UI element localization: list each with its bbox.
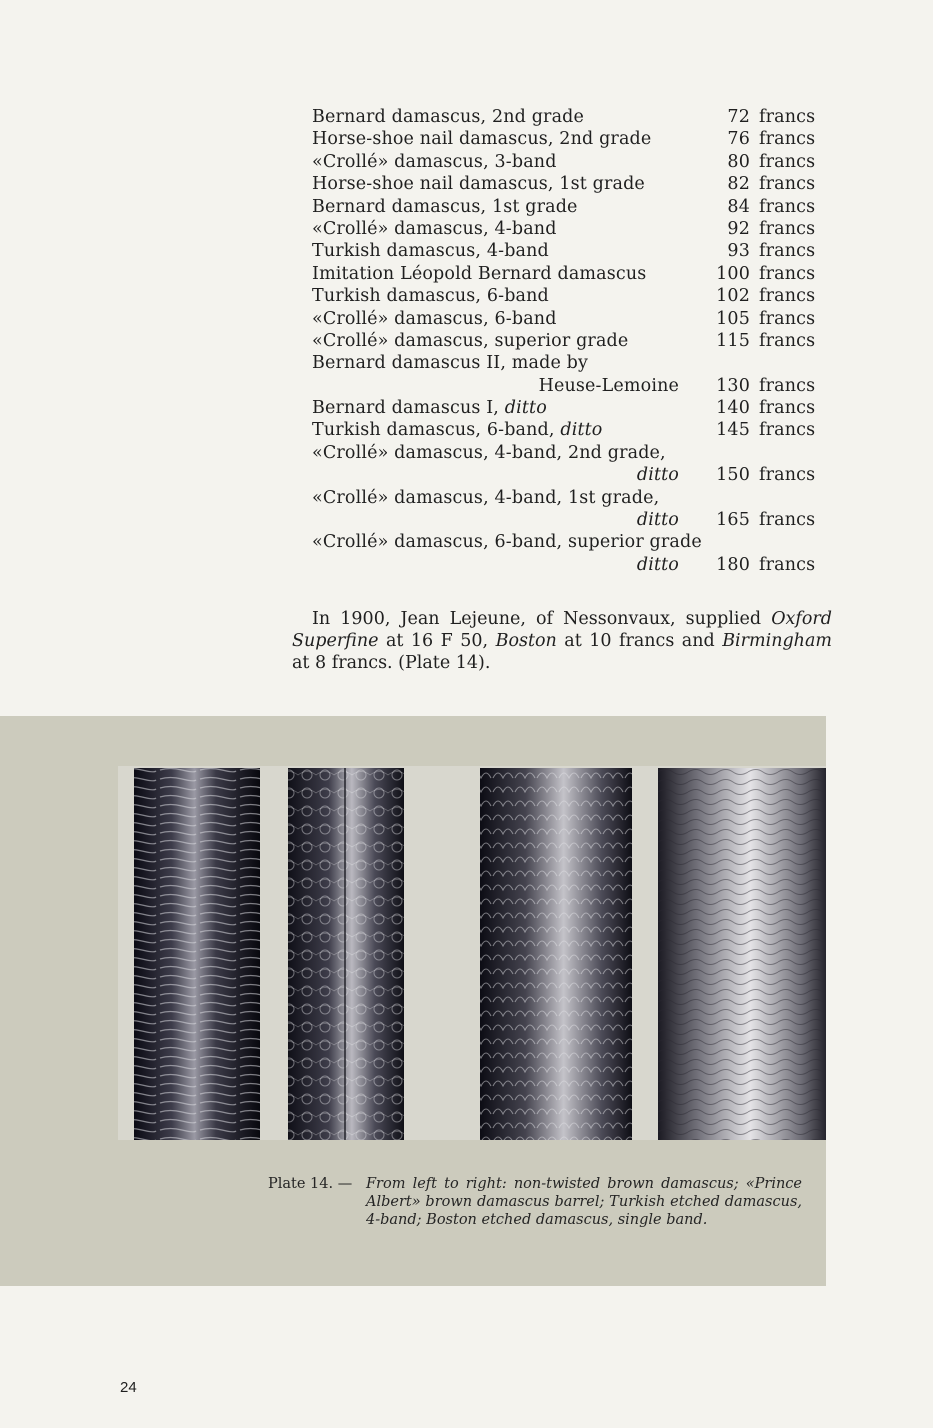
price-list [312,106,832,576]
price-row [312,419,832,441]
item-unit: francs [759,107,816,127]
item-price: 82 [727,174,750,195]
item-description: Horse-shoe nail damascus, 1st grade [312,174,645,195]
item-description: «Crollé» damascus, 6-band, superior grade [312,532,702,553]
item-unit: francs [759,420,816,441]
item-price: 93 [727,241,750,262]
price-row [312,531,832,553]
item-price: 92 [727,218,750,239]
body-paragraph [292,608,832,675]
price-row [312,128,832,150]
item-unit: francs [759,151,816,172]
item-price: 150 [716,465,750,486]
item-description: «Crollé» damascus, superior grade [312,330,629,351]
item-description: Turkish damascus, 4-band [312,241,549,262]
product-name: Boston [495,630,557,651]
price-row-continuation [312,375,832,397]
price-row [312,196,832,218]
paragraph-text: at 10 francs and [556,630,723,651]
plate-caption-text: From left to right: non-twisted brown damascus; «Prince Albert» brown damascus barrel; Turkish etched damascus, 4-band; Boston etched damascus, single band. [366,1176,802,1228]
page-number: 24 [120,1379,137,1396]
item-description: Horse-shoe nail damascus, 2nd grade [312,129,652,150]
price-row-continuation [312,554,832,576]
item-price: 115 [716,330,750,351]
price-row [312,442,832,464]
barrel-image [134,768,260,1140]
item-unit: francs [759,398,816,419]
paragraph-text: at 16 F 50, [378,630,496,651]
item-price: 84 [727,196,750,217]
price-row [312,487,832,509]
barrel-image [288,768,404,1140]
item-unit: francs [759,308,816,329]
item-unit: francs [759,554,816,575]
item-unit: francs [759,510,816,531]
item-unit: francs [759,263,816,284]
price-row [312,285,832,307]
item-unit: francs [759,129,816,150]
price-row [312,151,832,173]
item-unit: francs [759,330,816,351]
item-price: 76 [727,129,750,150]
item-description: Bernard damascus, 1st grade [312,196,578,217]
item-continuation: ditto [636,510,679,531]
item-price: 102 [716,286,750,307]
product-name: Birmingham [722,630,832,651]
barrel-image [658,768,826,1140]
price-row [312,330,832,352]
barrel-image [480,768,632,1140]
price-row-continuation [312,464,832,486]
item-description: «Crollé» damascus, 3-band [312,151,557,172]
paragraph-text: at 8 francs. (Plate 14). [292,653,491,674]
item-price: 140 [716,398,750,419]
price-row [312,352,832,374]
item-price: 130 [716,375,750,396]
item-description: «Crollé» damascus, 4-band, 1st grade, [312,487,660,508]
item-continuation: Heuse-Lemoine [538,375,679,396]
item-description: «Crollé» damascus, 4-band, 2nd grade, [312,442,666,463]
item-unit: francs [759,241,816,262]
item-description: Bernard damascus II, made by [312,353,589,374]
item-unit: francs [759,465,816,486]
item-description: «Crollé» damascus, 6-band [312,308,557,329]
item-description [312,419,603,441]
item-description-text: Turkish damascus, 6-band, [312,420,555,441]
item-description-text: Bernard damascus I, [312,398,500,419]
item-price: 80 [727,151,750,172]
item-price: 105 [716,308,750,329]
plate-photo [118,766,826,1140]
item-price: 180 [716,554,750,575]
paragraph-text: In 1900, Jean Lejeune, of Nessonvaux, supplied [312,608,772,629]
item-description: Turkish damascus, 6-band [312,286,549,307]
item-unit: francs [759,218,816,239]
item-unit: francs [759,286,816,307]
item-price: 165 [716,510,750,531]
price-row [312,308,832,330]
item-price: 100 [716,263,750,284]
price-row [312,397,832,419]
item-description: Bernard damascus, 2nd grade [312,107,585,127]
product-name: Oxford Superfine [292,608,832,651]
item-price: 72 [727,107,750,127]
item-description: «Crollé» damascus, 4-band [312,218,557,239]
item-unit: francs [759,174,816,195]
price-row [312,240,832,262]
item-ditto: ditto [560,420,603,441]
price-row [312,218,832,240]
price-row [312,173,832,195]
price-row [312,263,832,285]
item-description: Imitation Léopold Bernard damascus [312,263,647,284]
item-unit: francs [759,375,816,396]
item-continuation: ditto [636,554,679,575]
item-ditto: ditto [504,398,547,419]
plate-label: Plate 14. — [268,1176,353,1192]
item-description [312,397,547,419]
item-continuation: ditto [636,465,679,486]
price-row-continuation [312,509,832,531]
price-row [312,106,832,128]
item-price: 145 [716,420,750,441]
item-unit: francs [759,196,816,217]
